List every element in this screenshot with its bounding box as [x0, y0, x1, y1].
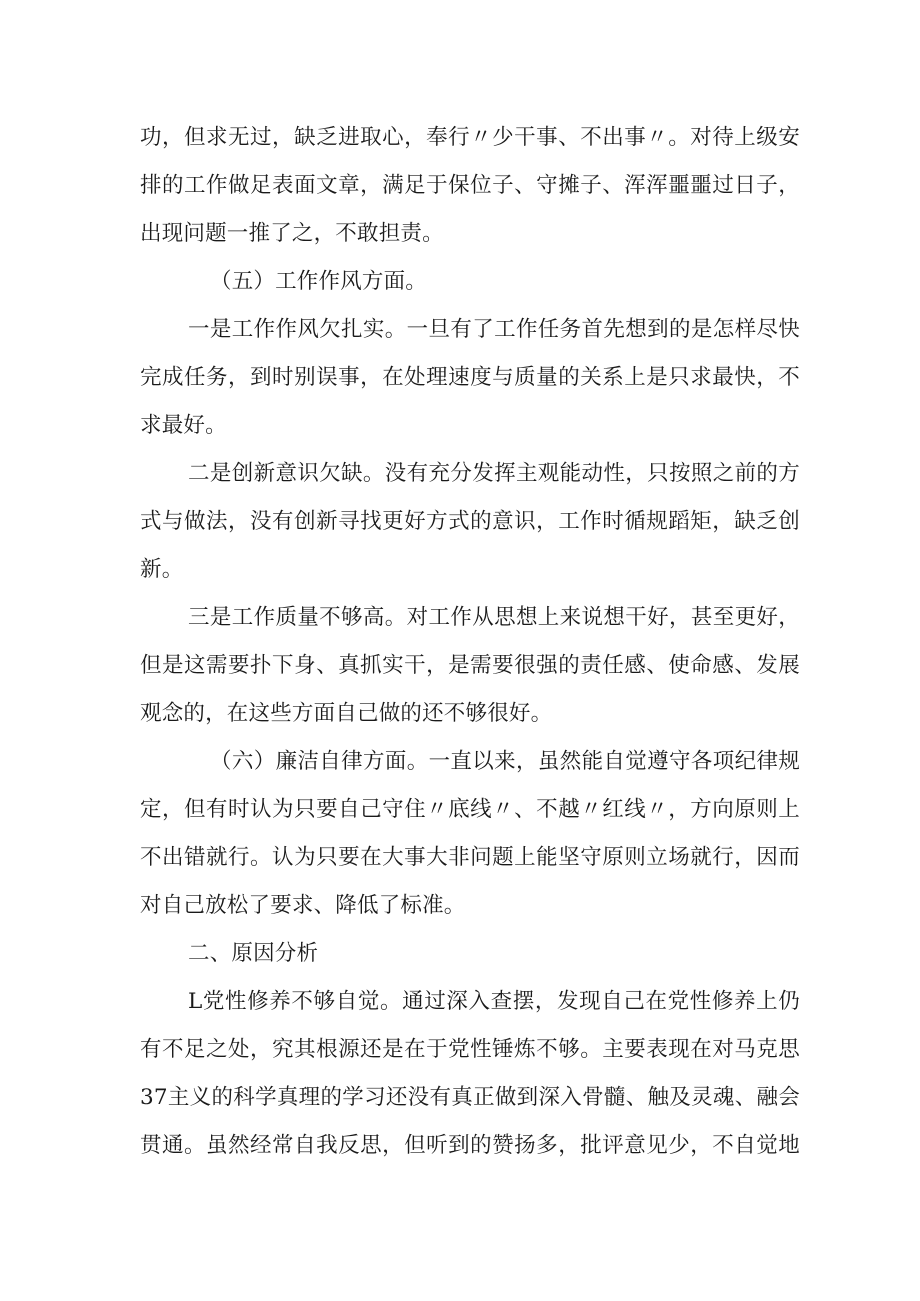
paragraph-line: 不出错就行。认为只要在大事大非问题上能坚守原则立场就行，因而 [140, 845, 800, 870]
paragraph-line: 观念的，在这些方面自己做的还不够很好。 [140, 701, 553, 726]
section-heading: （六）廉洁自律方面。一直以来，虽然能自觉遵守各项纪律规 [210, 749, 800, 774]
paragraph-line: 新。 [140, 557, 184, 582]
paragraph-line: 对自己放松了要求、降低了标准。 [140, 893, 466, 918]
paragraph-line: 定，但有时认为只要自己守住〃底线〃、不越〃红线〃，方向原则上 [140, 797, 800, 822]
paragraph-line: 37主义的科学真理的学习还没有真正做到深入骨髓、触及灵魂、融会 [140, 1085, 800, 1110]
paragraph-line: 一是工作作风欠扎实。一旦有了工作任务首先想到的是怎样尽快 [188, 317, 800, 342]
paragraph-line: 完成任务，到时别误事，在处理速度与质量的关系上是只求最快，不 [140, 365, 800, 390]
paragraph-line: 式与做法，没有创新寻找更好方式的意识，工作时循规蹈矩，缺乏创 [140, 509, 800, 534]
section-heading: 二、原因分析 [188, 941, 319, 966]
paragraph-line: 二是创新意识欠缺。没有充分发挥主观能动性，只按照之前的方 [188, 461, 800, 486]
paragraph-line: 但是这需要扑下身、真抓实干，是需要很强的责任感、使命感、发展 [140, 653, 800, 678]
paragraph-line: 排的工作做足表面文章，满足于保位子、守摊子、浑浑噩噩过日子， [140, 173, 800, 198]
paragraph-line: 三是工作质量不够高。对工作从思想上来说想干好，甚至更好， [188, 605, 800, 630]
paragraph-line: 贯通。虽然经常自我反思，但听到的赞扬多，批评意见少，不自觉地 [140, 1133, 800, 1158]
paragraph-line: 有不足之处，究其根源还是在于党性锤炼不够。主要表现在对马克思 [140, 1037, 800, 1062]
section-heading: （五）工作作风方面。 [210, 269, 428, 294]
paragraph-line: L党性修养不够自觉。通过深入查摆，发现自己在党性修养上仍 [188, 989, 800, 1014]
paragraph-line: 出现问题一推了之，不敢担责。 [140, 221, 444, 246]
paragraph-line: 求最好。 [140, 413, 227, 438]
paragraph-line: 功，但求无过，缺乏进取心，奉行〃少干事、不出事〃。对待上级安 [140, 125, 800, 150]
